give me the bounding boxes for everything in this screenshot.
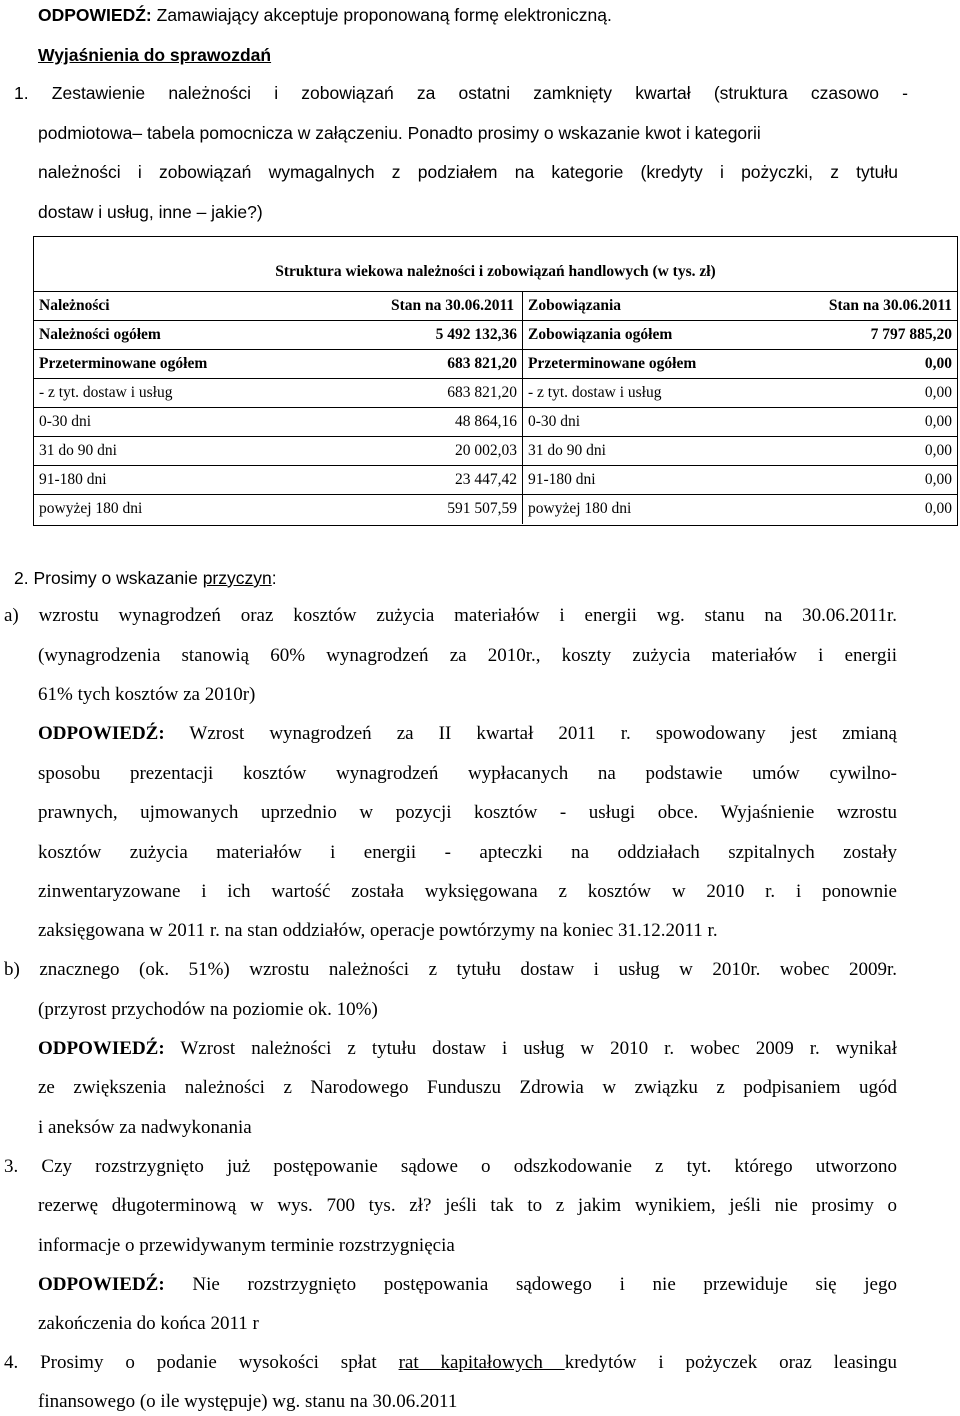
header-cell: Stan na 30.06.2011 bbox=[828, 297, 952, 314]
table-cell: 0,00 bbox=[924, 355, 952, 372]
q4-line-1 bbox=[4, 1351, 897, 1375]
q3-line-1: 3. Czy rozstrzygnięto już postępowanie sądowe o odszkodowanie z tyt. którego utworzono bbox=[4, 1156, 897, 1177]
table-cell: powyżej 180 dni bbox=[39, 500, 143, 517]
q1-line-4: dostaw i usług, inne – jakie?) bbox=[38, 202, 263, 222]
answer-label: ODPOWIEDŹ: bbox=[38, 1274, 165, 1295]
table-cell: powyżej 180 dni bbox=[528, 500, 632, 517]
table-cell: 0,00 bbox=[924, 471, 952, 488]
q2-b-answer-line-2: ze zwiększenia należności z Narodowego Funduszu Zdrowia w związku z podpisaniem ugód bbox=[38, 1077, 897, 1098]
header-cell: Zobowiązania bbox=[528, 297, 622, 314]
table-cell: 0,00 bbox=[924, 384, 952, 401]
q3-line-3: informacje o przewidywanym terminie rozstrzygnięcia bbox=[38, 1235, 455, 1256]
table-cell: Przeterminowane ogółem bbox=[39, 355, 208, 372]
q3-line-2: rezerwę długoterminową w wys. 700 tys. zł? jeśli tak to z jakim wynikiem, jeśli nie prosimy o bbox=[38, 1195, 897, 1216]
table-cell: Należności ogółem bbox=[39, 326, 161, 343]
q2-line-1 bbox=[14, 566, 277, 590]
q1-line-2b: Ponadto prosimy o wskazanie kwot i kategorii bbox=[407, 123, 761, 143]
table-row bbox=[34, 379, 957, 408]
q2-b-answer-line-1 bbox=[38, 1037, 897, 1061]
q2-colon: : bbox=[271, 568, 277, 588]
table-cell: 91-180 dni bbox=[39, 471, 107, 488]
q2-answer-line-6: zaksięgowana w 2011 r. na stan oddziałów, operacje powtórzymy na koniec 31.12.2011 r. bbox=[38, 920, 718, 941]
header-cell: Stan na 30.06.2011 bbox=[391, 292, 523, 320]
q4-line-1a: 4. Prosimy o podanie wysokości spłat bbox=[4, 1352, 399, 1373]
table-cell: 31 do 90 dni bbox=[528, 442, 606, 459]
q1-line-3: należności i zobowiązań wymagalnych z podziałem na kategorie (kredyty i pożyczki, z tytułu bbox=[38, 162, 898, 182]
table-cell: 7 797 885,20 bbox=[870, 326, 952, 343]
table-row bbox=[34, 437, 957, 466]
table-cell: 31 do 90 dni bbox=[39, 442, 117, 459]
answer-label: ODPOWIEDŹ: bbox=[38, 723, 165, 744]
table-cell: Zobowiązania ogółem bbox=[528, 326, 673, 343]
table-cell: 0,00 bbox=[924, 442, 952, 459]
header-cell: Należności bbox=[39, 297, 110, 314]
table-cell: 5 492 132,36 bbox=[391, 321, 523, 349]
q1-line-2a: podmiotowa– tabela pomocnicza w załączeniu. bbox=[38, 123, 403, 143]
q2-causes: przyczyn bbox=[202, 568, 272, 588]
q3-answer-line-1 bbox=[38, 1273, 897, 1297]
intro-answer bbox=[38, 3, 612, 27]
q2-answer-line-4: kosztów zużycia materiałów i energii - apteczki na oddziałach szpitalnych zostały bbox=[38, 842, 897, 863]
table-title-row bbox=[34, 237, 957, 292]
table-header-row bbox=[34, 292, 957, 321]
q1-line-1: 1. Zestawienie należności i zobowiązań za ostatni zamknięty kwartał (struktura czasowo - bbox=[14, 83, 908, 103]
answer-text: Wzrost wynagrodzeń za II kwartał 2011 r. spowodowany jest zmianą bbox=[189, 723, 897, 744]
q2-answer-line-1 bbox=[38, 722, 897, 746]
q2-a-line-3: 61% tych kosztów za 2010r) bbox=[38, 684, 256, 705]
answer-label: ODPOWIEDŹ: bbox=[38, 1038, 165, 1059]
q2-b-line-1: b) znacznego (ok. 51%) wzrostu należności z tytułu dostaw i usług w 2010r. wobec 2009r. bbox=[4, 959, 897, 980]
table-cell: 683 821,20 bbox=[391, 379, 523, 407]
answer-label: ODPOWIEDŹ: bbox=[38, 5, 152, 25]
section-title: Wyjaśnienia do sprawozdań bbox=[38, 45, 272, 65]
q2-a-line-2: (wynagrodzenia stanowią 60% wynagrodzeń za 2010r., koszty zużycia materiałów i energii bbox=[38, 645, 897, 666]
table-row bbox=[34, 350, 957, 379]
q4-capital-installments: rat kapitałowych bbox=[398, 1352, 565, 1373]
q2-answer-line-3: prawnych, ujmowanych uprzednio w pozycji kosztów - usługi obce. Wyjaśnienie wzrostu bbox=[38, 802, 897, 823]
q2-b-answer-line-3: i aneksów za nadwykonania bbox=[38, 1117, 252, 1138]
table-cell: 0-30 dni bbox=[528, 413, 581, 430]
q2-a-line-1: a) wzrostu wynagrodzeń oraz kosztów zużycia materiałów i energii wg. stanu na 30.06.2011r. bbox=[4, 605, 897, 626]
answer-text: Wzrost należności z tytułu dostaw i usług w 2010 r. wobec 2009 r. wynikał bbox=[180, 1038, 897, 1059]
table-cell: 683 821,20 bbox=[391, 350, 523, 378]
table-row bbox=[34, 321, 957, 350]
table-row bbox=[34, 466, 957, 495]
q2-answer-line-2: sposobu prezentacji kosztów wynagrodzeń wypłacanych na podstawie umów cywilno- bbox=[38, 763, 897, 784]
table-cell: 23 447,42 bbox=[391, 466, 523, 494]
table-cell: - z tyt. dostaw i usług bbox=[528, 384, 662, 401]
table-cell: 48 864,16 bbox=[391, 408, 523, 436]
answer-text: Nie rozstrzygnięto postępowania sądowego i nie przewiduje się jego bbox=[192, 1274, 897, 1295]
table-cell: 91-180 dni bbox=[528, 471, 596, 488]
table-cell: 20 002,03 bbox=[391, 437, 523, 465]
table-row bbox=[34, 495, 957, 524]
table-cell: Przeterminowane ogółem bbox=[528, 355, 697, 372]
table-cell: 0,00 bbox=[924, 500, 952, 517]
q2-line-1a: 2. Prosimy o wskazanie bbox=[14, 568, 203, 588]
q4-line-1c: kredytów i pożyczek oraz leasingu bbox=[564, 1352, 897, 1373]
q3-answer-line-2: zakończenia do końca 2011 r bbox=[38, 1313, 259, 1334]
q1-line-2 bbox=[38, 121, 761, 145]
q2-b-line-2: (przyrost przychodów na poziomie ok. 10%) bbox=[38, 999, 378, 1020]
table-cell: 591 507,59 bbox=[391, 495, 523, 524]
q4-line-2: finansowego (o ile występuje) wg. stanu na 30.06.2011 bbox=[38, 1391, 458, 1412]
answer-text: Zamawiający akceptuje proponowaną formę elektroniczną. bbox=[156, 5, 612, 25]
q2-answer-line-5: zinwentaryzowane i ich wartość została wyksięgowana z kosztów w 2010 r. i ponownie bbox=[38, 881, 897, 902]
table-cell: 0-30 dni bbox=[39, 413, 92, 430]
table-title: Struktura wiekowa należności i zobowiązań handlowych (w tys. zł) bbox=[275, 263, 716, 280]
aging-table bbox=[33, 236, 958, 526]
table-cell: 0,00 bbox=[924, 413, 952, 430]
table-cell: - z tyt. dostaw i usług bbox=[39, 384, 173, 401]
table-row bbox=[34, 408, 957, 437]
